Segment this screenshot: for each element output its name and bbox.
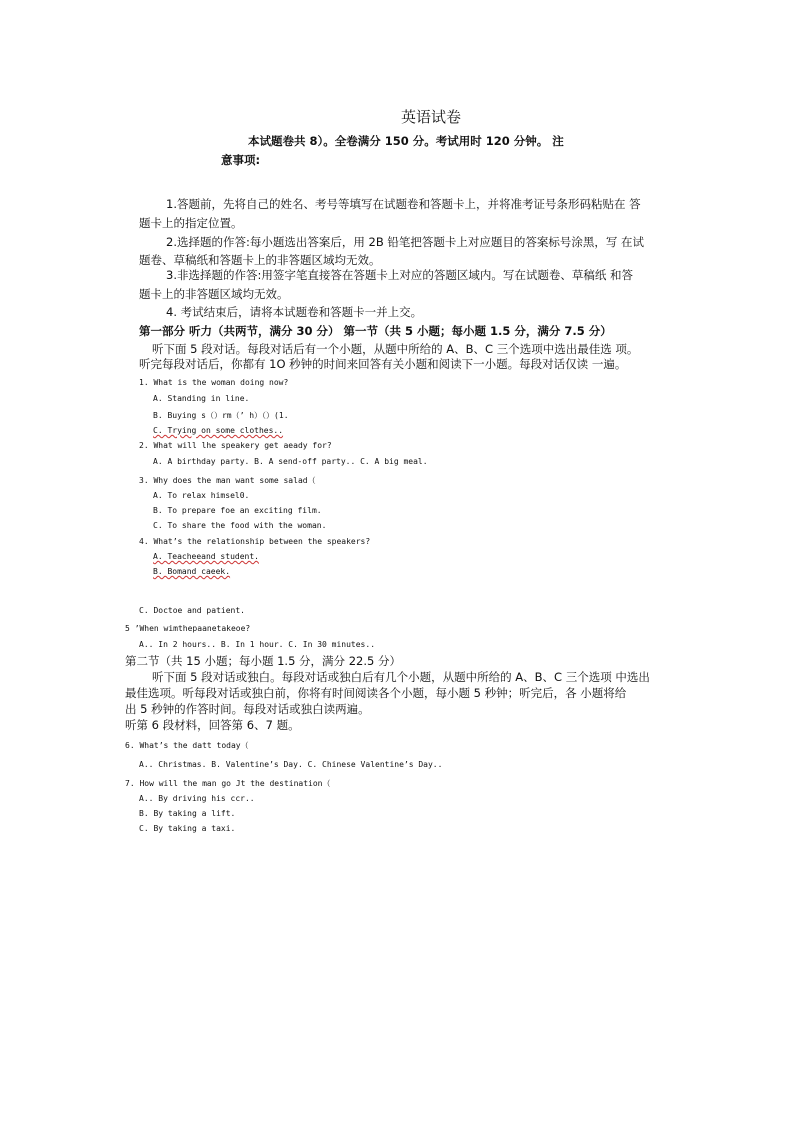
q1-option-b: B. Buying s（）rm（’ h）（）(1.	[153, 411, 289, 420]
note-2a: 2.选择题的作答:每小题选出答案后，用 2B 铅笔把答题卡上对应题目的答案标号涂黑，写 在试	[166, 235, 645, 249]
q5-stem: 5 ’When wimthepaanetakeoe?	[125, 624, 251, 633]
q1-option-c: C. Trying on some clothes..	[153, 426, 284, 435]
q1-stem: 1. What is the woman doing now?	[139, 378, 289, 387]
q3-stem: 3. Why does the man want some salad（	[139, 476, 316, 485]
part1-instr-1: 听下面 5 段对话。每段对话后有一个小题，从题中所给的 A、B、C 三个选项中选出最佳选 项。	[152, 342, 639, 356]
q3-option-a: A. To relax himsel0.	[153, 491, 250, 500]
q6-stem: 6. What’s the datt today（	[125, 741, 249, 750]
q4-stem: 4. What’s the relationship between the speakers?	[139, 537, 371, 546]
q5-options: A.. In 2 hours.. B. In 1 hour. C. In 30 minutes..	[139, 640, 376, 649]
q7-option-b: B. By taking a lift.	[139, 809, 236, 818]
q6-options: A.. Christmas. B. Valentine’s Day. C. Chinese Valentine’s Day..	[139, 760, 443, 769]
q2-options: A. A birthday party. B. A send-off party.. C. A big meal.	[153, 457, 428, 466]
q7-option-a: A.. By driving his ccr..	[139, 794, 255, 803]
part2-instr-3: 出 5 秒钟的作答时间。每段对话或独白读两遍。	[125, 702, 370, 716]
part1-instr-2: 听完每段对话后，你都有 1O 秒钟的时间来回答有关小题和阅读下一小题。每段对话仅读 一遍。	[139, 357, 627, 371]
part2-heading: 第二节（共 15 小题；每小题 1.5 分，满分 22.5 分）	[125, 654, 401, 668]
note-3a: 3.非选择题的作答:用签字笔直接答在答题卡上对应的答题区域内。写在试题卷、草稿纸 和答	[166, 268, 633, 282]
q7-stem: 7. How will the man go Jt the destination（	[125, 779, 331, 788]
q1-option-a: A. Standing in line.	[153, 394, 250, 403]
page-title: 英语试卷	[401, 108, 462, 126]
header-line-1: 本试题卷共 8）。全卷满分 150 分。考试用时 120 分钟。 注	[248, 134, 564, 148]
part1-heading: 第一部分 听力（共两节，满分 30 分） 第一节（共 5 小题；每小题 1.5 分，满分 7.5 分）	[139, 324, 612, 338]
q4-option-b: B. Bomand caeek.	[153, 567, 231, 576]
note-1a: 1.答题前，先将自己的姓名、考号等填写在试题卷和答题卡上，并将准考证号条形码粘贴在 答	[166, 197, 641, 211]
note-2b: 题卷、草稿纸和答题卡上的非答题区域均无效。	[139, 253, 381, 267]
note-4: 4. 考试结束后，请将本试题卷和答题卡一并上交。	[166, 305, 423, 319]
note-1b: 题卡上的指定位置。	[139, 216, 243, 230]
q7-option-c: C. By taking a taxi.	[139, 824, 236, 833]
part2-material: 听第 6 段材料，回答第 6、7 题。	[125, 718, 300, 732]
q3-option-b: B. To prepare foe an exciting film.	[153, 506, 322, 515]
q2-stem: 2. What will lhe speakery get aeady for?	[139, 441, 332, 450]
q3-option-c: C. To share the food with the woman.	[153, 521, 327, 530]
note-3b: 题卡上的非答题区域均无效。	[139, 287, 289, 301]
part2-instr-1: 听下面 5 段对话或独白。每段对话或独白后有几个小题，从题中所给的 A、B、C 三个选项 中选出	[152, 670, 650, 684]
part2-instr-2: 最佳选项。听每段对话或独白前，你将有时间阅读各个小题，每小题 5 秒钟；听完后，各 小题将给	[125, 686, 627, 700]
q4-option-a: A. Teacheeand student.	[153, 552, 259, 561]
q4-option-c: C. Doctoe and patient.	[139, 606, 245, 615]
header-line-2: 意事项:	[221, 153, 261, 167]
